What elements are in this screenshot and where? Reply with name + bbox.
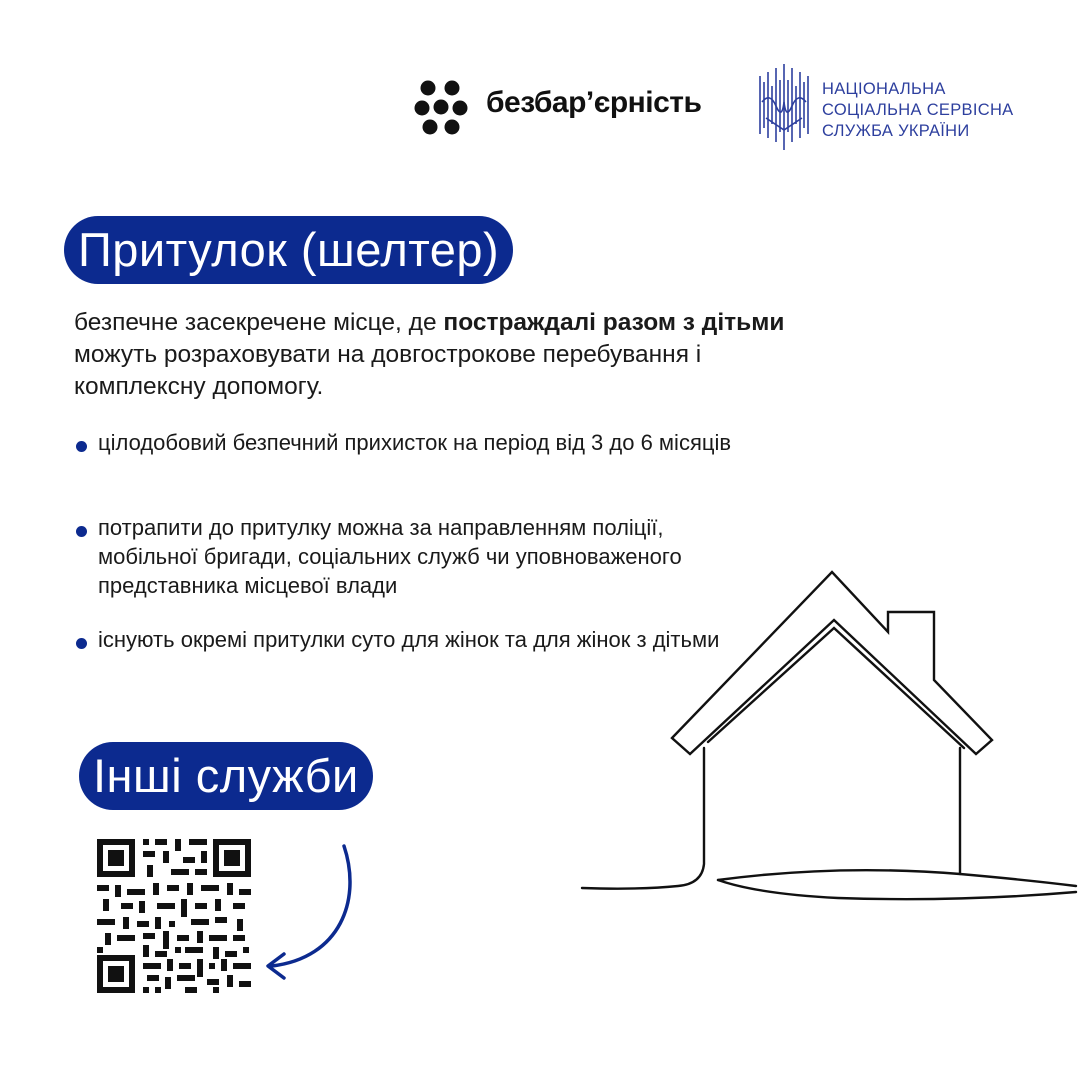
agency-name-line-2: СОЦІАЛЬНА СЕРВІСНА (822, 101, 1014, 119)
agency-name-line-3: СЛУЖБА УКРАЇНИ (822, 122, 970, 140)
list-item-text: потрапити до притулку можна за направленням поліції, мобільної бригади, соціальних служб чи уповноваженого представника місцевої влади (98, 515, 682, 598)
definition-bold: постраждалі разом з дітьми (443, 309, 785, 336)
agency-name-line-1: НАЦІОНАЛЬНА (822, 80, 946, 98)
definition-part-1: безпечне засекречене місце, де (74, 309, 444, 336)
page-title: Притулок (шелтер) (64, 216, 513, 284)
qr-code-icon[interactable] (97, 839, 251, 993)
house-illustration (578, 568, 1078, 908)
curved-arrow-icon (250, 840, 360, 980)
agency-name (822, 79, 1013, 142)
definition-part-2: можуть розраховувати на довгострокове перебування і комплексну допомогу. (74, 341, 702, 400)
brand-name: безбар’єрність (486, 86, 702, 119)
list-item-text: існують окремі притулки суто для жінок та для жінок з дітьми (98, 627, 720, 652)
bezbarernist-logo-icon (414, 78, 468, 138)
other-services-heading: Інші служби (79, 742, 373, 810)
bullet-dot-icon (76, 441, 87, 452)
definition-text (74, 307, 834, 403)
list-item (76, 428, 736, 457)
list-item-text: цілодобовий безпечний прихисток на період від 3 до 6 місяців (98, 430, 732, 455)
nssu-emblem-icon (756, 62, 812, 152)
bullet-dot-icon (76, 638, 87, 649)
bullet-dot-icon (76, 526, 87, 537)
